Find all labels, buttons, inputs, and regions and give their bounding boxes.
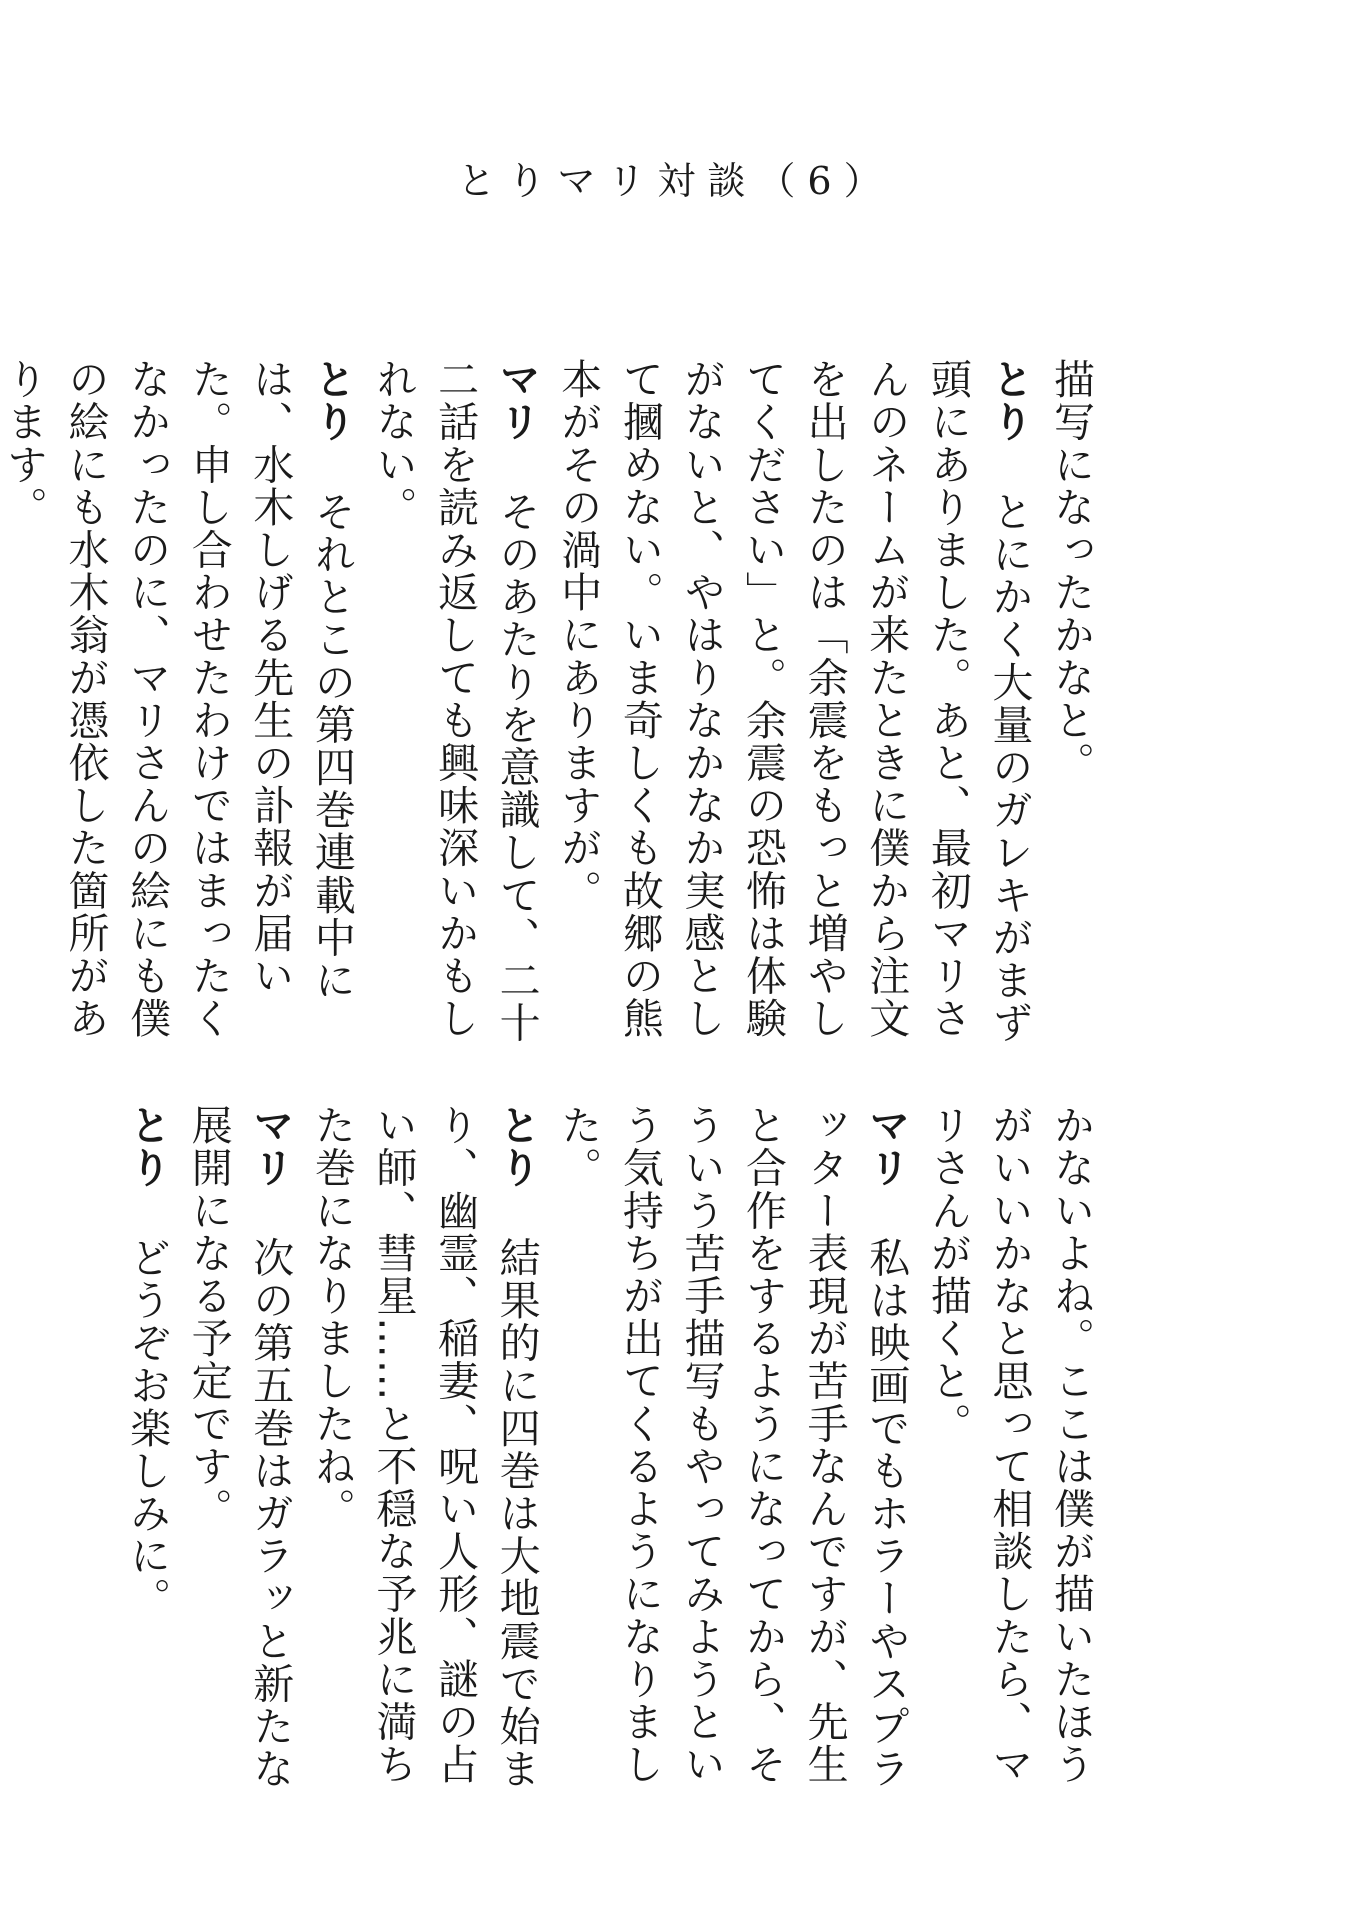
dialogue-paragraph — [1039, 358, 1101, 1048]
speaker-label: マリ — [862, 1104, 911, 1190]
speaker-label: マリ — [246, 1104, 295, 1190]
dialogue-paragraph — [547, 358, 1040, 1048]
dialogue-text: それとこの第四巻連載中には、水木しげる先生の訃報が届いた。申し合わせたわけではまったくなかったのに、マリさんの絵にも僕の絵にも水木翁が憑依した箇所があります。 — [0, 358, 356, 1040]
dialogue-text: そのあたりを意識して、二十二話を読み返しても興味深いかもしれない。 — [369, 358, 541, 1045]
dialogue-block-top — [0, 358, 1101, 1048]
dialogue-text: 次の第五巻はガラッと新たな展開になる予定です。 — [184, 1104, 295, 1791]
dialogue-text: とにかく大量のガレキがまず頭にありました。あと、最初マリさんのネームが来たときに僕から注文を出したのは「余震をもっと増やしてください」と。余震の恐怖は体験がないと、やはりなかなか実感として摑めない。いま奇しくも故郷の熊本がその渦中にありますが。 — [554, 358, 1034, 1045]
dialogue-text: 私は映画でもホラーやスプラッター表現が苦手なんですが、先生と合作をするようになってから、そういう苦手描写もやってみようという気持ちが出てくるようになりました。 — [554, 1104, 911, 1791]
dialogue-text: どうぞお楽しみに。 — [123, 1236, 172, 1620]
dialogue-paragraph — [0, 358, 362, 1048]
speaker-label: とり — [492, 1104, 541, 1190]
dialogue-paragraph — [362, 358, 547, 1048]
speaker-label: とり — [123, 1104, 172, 1190]
dialogue-block-bottom — [116, 1104, 1102, 1794]
dialogue-paragraph — [916, 1104, 1101, 1794]
dialogue-text: かないよね。ここは僕が描いたほうがいいかなと思って相談したら、マリさんが描くと。 — [923, 1104, 1095, 1786]
dialogue-paragraph — [300, 1104, 546, 1794]
dialogue-text: 結果的に四巻は大地震で始まり、幽霊、稲妻、呪い人形、謎の占い師、彗星……と不穏な予兆に満ちた巻になりましたね。 — [307, 1104, 541, 1791]
speaker-label: とり — [985, 358, 1034, 444]
speaker-label: とり — [307, 358, 356, 444]
dialogue-paragraph — [547, 1104, 917, 1794]
dialogue-text: 描写になったかなと。 — [1047, 358, 1095, 784]
dialogue-paragraph — [116, 1104, 178, 1794]
page-title: とりマリ対談（6） — [457, 159, 894, 203]
speaker-label: マリ — [492, 358, 541, 444]
dialogue-paragraph — [177, 1104, 300, 1794]
